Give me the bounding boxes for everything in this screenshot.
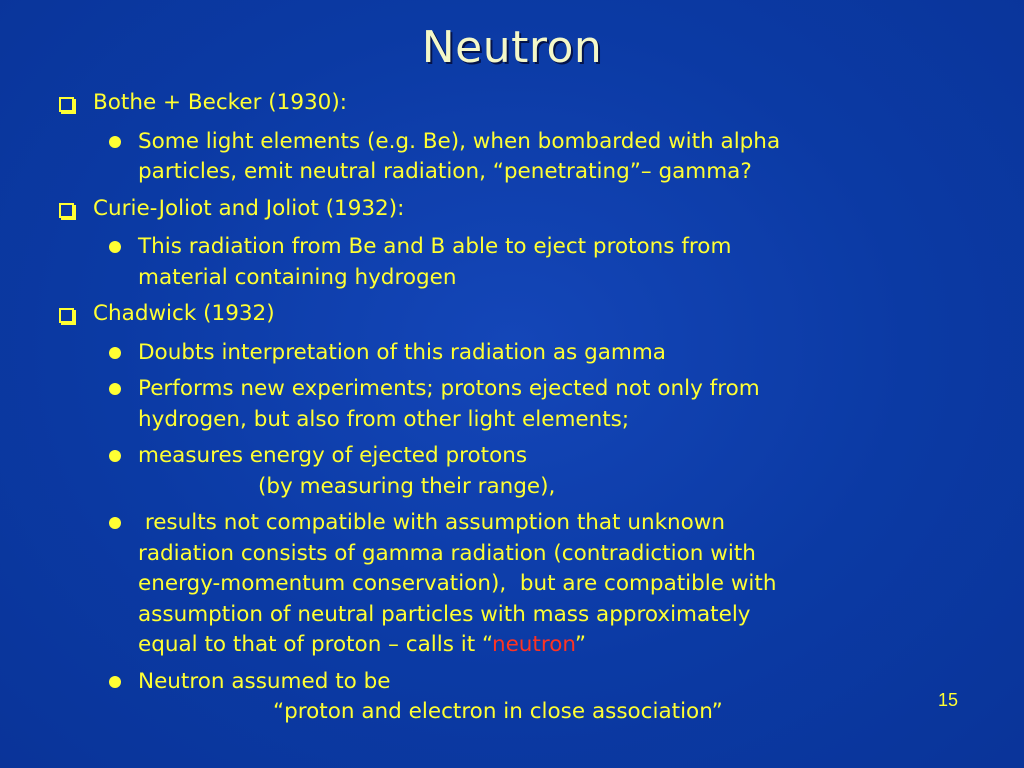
slide-title: Neutron: [421, 22, 603, 73]
sub-bullet: [0, 508, 1024, 661]
bullet-chadwick: [0, 299, 1024, 330]
sub-bullet-line: This radiation from Be and B able to eject protons from: [138, 234, 732, 259]
sub-bullet: [0, 667, 1024, 728]
neutron-highlight: neutron: [491, 632, 575, 657]
sub-bullet-line: hydrogen, but also from other light elements;: [138, 406, 630, 432]
dot-bullet-icon: [109, 383, 121, 395]
sub-bullet: [0, 441, 1024, 502]
bullet-curie-joliot: [0, 194, 1024, 225]
line-prefix: equal to that of proton – calls it “: [138, 632, 492, 657]
dot-bullet-icon: [109, 347, 121, 359]
sub-bullet-line: “proton and electron in close association”: [273, 699, 723, 724]
dot-bullet-icon: [109, 136, 121, 148]
sub-bullet: [0, 338, 1024, 369]
dot-bullet-icon: [109, 517, 121, 529]
sub-bullet-line: Performs new experiments; protons ejected not only from: [138, 376, 760, 401]
sub-bullet-line: results not compatible with assumption that unknown: [138, 510, 726, 535]
sub-bullet-line: assumption of neutral particles with mass approximately: [138, 601, 751, 627]
bullet-text: Chadwick (1932): [93, 301, 275, 326]
sub-bullet-line: radiation consists of gamma radiation (contradiction with: [138, 540, 756, 566]
bullet-text: Bothe + Becker (1930):: [93, 90, 347, 115]
sub-bullet-line: measures energy of ejected protons: [138, 443, 528, 468]
sub-bullet-line: particles, emit neutral radiation, “penetrating”– gamma?: [138, 159, 752, 184]
sub-bullet-line: energy-momentum conservation), but are compatible with: [138, 571, 777, 596]
sub-bullet: [0, 232, 1024, 293]
line-suffix: ”: [574, 632, 586, 657]
checkbox-bullet-icon: [59, 308, 74, 323]
dot-bullet-icon: [109, 676, 121, 688]
dot-bullet-icon: [109, 241, 121, 253]
dot-bullet-icon: [109, 450, 121, 462]
sub-bullet-line: (by measuring their range),: [258, 473, 556, 499]
checkbox-bullet-icon: [59, 203, 74, 218]
sub-bullet-line: Doubts interpretation of this radiation as gamma: [138, 339, 666, 365]
sub-bullet-line: material containing hydrogen: [138, 264, 457, 290]
page-number: 15: [938, 690, 959, 710]
sub-bullet-line: [138, 630, 944, 661]
sub-bullet: [0, 374, 1024, 435]
sub-bullet-line: Some light elements (e.g. Be), when bombarded with alpha: [138, 128, 781, 154]
bullet-text: Curie-Joliot and Joliot (1932):: [93, 195, 405, 221]
sub-bullet: [0, 127, 1024, 188]
slide-content: [0, 88, 1024, 734]
sub-bullet-line: Neutron assumed to be: [138, 668, 391, 694]
checkbox-bullet-icon: [59, 97, 74, 112]
bullet-bothe-becker: [0, 88, 1024, 119]
